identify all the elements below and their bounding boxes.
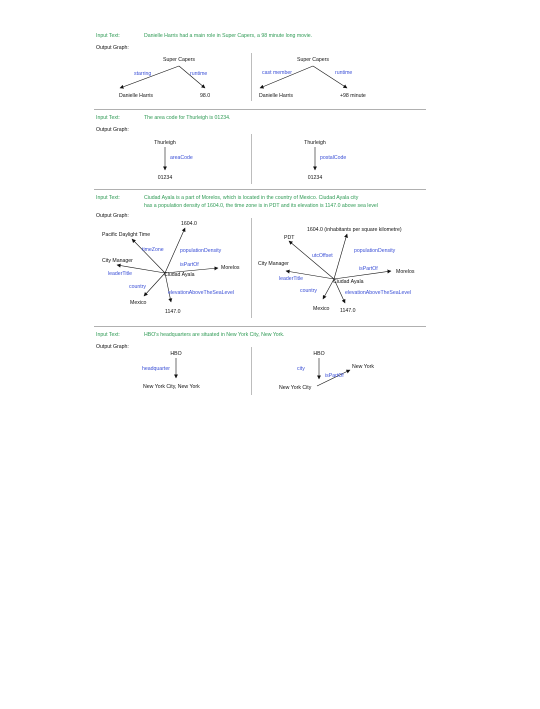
- node-middle: New York City: [279, 385, 312, 391]
- relation-tz: utcOffset: [312, 253, 333, 259]
- edge-part: [334, 271, 391, 279]
- section-divider: [94, 189, 426, 190]
- node-center: Ciudad Ayala: [333, 279, 364, 285]
- edge-country: [144, 273, 165, 296]
- input-text: The area code for Thurleigh is 01234.: [144, 115, 231, 121]
- input-text: Danielle Harris had a main role in Super Capers, a 98 minute long movie.: [144, 33, 313, 39]
- relation-part: isPartOf: [180, 262, 199, 268]
- relation-elev: elevationAboveTheSeaLevel: [168, 290, 235, 296]
- node-object-1: Danielle Harris: [119, 93, 154, 99]
- node-object: 01234: [307, 175, 323, 181]
- input-text-label: Input Text:: [96, 332, 120, 338]
- node-elevation: 1147.0: [340, 308, 356, 314]
- node-elevation: 1147.0: [165, 309, 181, 315]
- node-object-1: Danielle Harris: [259, 93, 294, 99]
- graph-left-3: [96, 217, 256, 317]
- node-center: Ciudad Ayala: [164, 272, 195, 278]
- edge-1: [120, 66, 179, 88]
- column-divider: [251, 347, 252, 395]
- relation-elev: elevationAboveTheSeaLevel: [345, 290, 412, 296]
- node-population: 1604.0 (inhabitants per square kilometre): [307, 227, 402, 233]
- input-text-line-1: Ciudad Ayala is a part of Morelos, which is located in the country of Mexico. Ciudad Ayala city: [144, 195, 359, 201]
- column-divider: [251, 134, 252, 184]
- node-subject: HBO: [170, 351, 182, 357]
- relation-1: starring: [134, 71, 152, 77]
- output-graph-label: Output Graph:: [96, 213, 129, 219]
- node-part: Morelos: [221, 265, 240, 271]
- relation-2: isPartOf: [325, 373, 344, 379]
- graph-right-4: [255, 347, 405, 395]
- relation-pop: populationDensity: [180, 248, 222, 254]
- relation-tz: timeZone: [142, 247, 164, 253]
- relation-1: postalCode: [320, 155, 347, 161]
- output-graph-label: Output Graph:: [96, 127, 129, 133]
- node-subject: Super Capers: [296, 57, 330, 63]
- node-object-2: New York: [352, 364, 374, 370]
- node-leader: City Manager: [102, 258, 133, 264]
- relation-1: cast member: [262, 70, 292, 76]
- input-text: HBO's headquarters are situated in New York City, New York.: [144, 332, 285, 338]
- section-divider: [94, 326, 426, 327]
- input-text-label: Input Text:: [96, 115, 120, 121]
- relation-leader: leaderTitle: [108, 271, 133, 277]
- output-graph-label: Output Graph:: [96, 45, 129, 51]
- node-subject: Thurleigh: [154, 140, 176, 146]
- edge-tz: [289, 241, 334, 279]
- node-object-2: +98 minute: [340, 93, 366, 99]
- node-timezone: Pacific Daylight Time: [102, 232, 151, 238]
- node-part: Morelos: [396, 269, 415, 275]
- input-text-label: Input Text:: [96, 195, 120, 201]
- node-leader: City Manager: [258, 261, 289, 267]
- relation-1: city: [297, 366, 305, 372]
- edge-pop: [334, 234, 347, 279]
- node-country: Mexico: [130, 300, 147, 306]
- graph-right-3: [255, 217, 430, 317]
- relation-1: headquarter: [142, 366, 170, 372]
- node-subject: Thurleigh: [304, 140, 326, 146]
- relation-pop: populationDensity: [354, 248, 396, 254]
- section-divider: [94, 109, 426, 110]
- node-population: 1604.0: [181, 221, 197, 227]
- input-text-label: Input Text:: [96, 33, 120, 39]
- relation-2: runtime: [335, 70, 353, 76]
- node-subject: Super Capers: [162, 57, 196, 63]
- graph-left-2: [96, 133, 246, 185]
- node-object-2: 98.0: [200, 93, 211, 99]
- column-divider: [251, 53, 252, 101]
- graph-right-2: [255, 133, 405, 185]
- node-object: New York City, New York: [143, 384, 200, 390]
- node-object: 01234: [157, 175, 173, 181]
- relation-2: runtime: [190, 71, 208, 77]
- edge-2: [179, 66, 208, 88]
- graph-right-1: [255, 50, 425, 106]
- output-graph-label: Output Graph:: [96, 344, 129, 350]
- node-country: Mexico: [313, 306, 330, 312]
- column-divider: [251, 218, 252, 318]
- relation-part: isPartOf: [359, 266, 378, 272]
- input-text-line-2: has a population density of 1604.0, the time zone is in PDT and its elevation is 1147.0 above sea level: [144, 203, 378, 209]
- node-timezone: PDT: [284, 235, 295, 241]
- relation-leader: leaderTitle: [279, 276, 304, 282]
- edge-tz: [132, 239, 165, 273]
- relation-country: country: [300, 288, 318, 294]
- edge-country: [323, 279, 334, 299]
- relation-1: areaCode: [170, 155, 193, 161]
- graph-left-4: [96, 347, 246, 395]
- relation-country: country: [129, 284, 147, 290]
- node-subject: HBO: [313, 351, 325, 357]
